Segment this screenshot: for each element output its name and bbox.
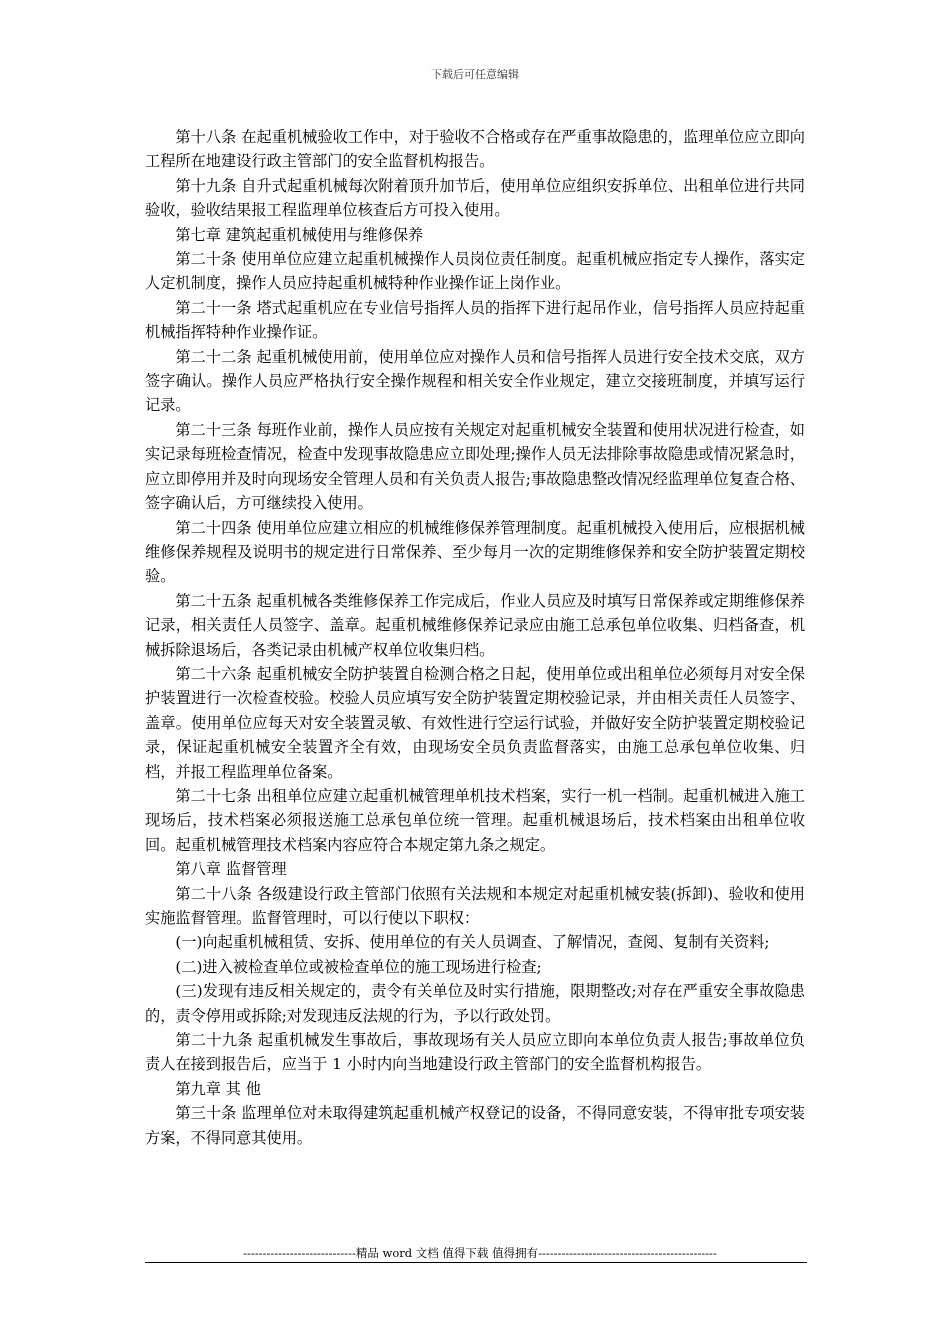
footer-divider [145, 1262, 807, 1263]
article-28-item-1: (一)向起重机械租赁、安拆、使用单位的有关人员调查、了解情况，查阅、复制有关资料; [175, 933, 770, 952]
article-28-item-3: (三)发现有违反相关规定的，责令有关单位及时实行措施，限期整改;对存在严重安全事故隐患的，责令停用或拆除;对发现违反法规的行为，予以行政处罚。 [145, 982, 805, 1025]
article-18: 第十八条 在起重机械验收工作中，对于验收不合格或存在严重事故隐患的，监理单位应立即向工程所在地建设行政主管部门的安全监督机构报告。 [145, 128, 805, 171]
document-body [145, 125, 805, 1150]
article-19: 第十九条 自升式起重机械每次附着顶升加节后，使用单位应组织安拆单位、出租单位进行共同验收，验收结果报工程监理单位核查后方可投入使用。 [145, 176, 805, 220]
chapter-8-heading: 第八章 监督管理 [175, 860, 287, 879]
chapter-7-heading: 第七章 建筑起重机械使用与维修保养 [175, 225, 424, 244]
article-28: 第二十八条 各级建设行政主管部门依照有关法规和本规定对起重机械安装(拆卸)、验收和使用实施监督管理。监督管理时，可以行使以下职权： [145, 884, 805, 927]
article-24: 第二十四条 使用单位应建立相应的机械维修保养管理制度。起重机械投入使用后，应根据机械维修保养规程及说明书的规定进行日常保养、至少每月一次的定期维修保养和安全防护装置定期校验。 [145, 518, 805, 586]
article-20: 第二十条 使用单位应建立起重机械操作人员岗位责任制度。起重机械应指定专人操作，落实定人定机制度，操作人员应持起重机械特种作业操作证上岗作业。 [145, 250, 805, 293]
article-27: 第二十七条 出租单位应建立起重机械管理单机技术档案，实行一机一档制。起重机械进入施工现场后，技术档案必须报送施工总承包单位统一管理。起重机械退场后，技术档案由出租单位收回。起重机械管理技术档案内容应符合本规定第九条之规定。 [145, 786, 805, 854]
article-30: 第三十条 监理单位对未取得建筑起重机械产权登记的设备，不得同意安装，不得审批专项安装方案，不得同意其使用。 [145, 1104, 805, 1147]
article-21: 第二十一条 塔式起重机应在专业信号指挥人员的指挥下进行起吊作业，信号指挥人员应持起重机械指挥特种作业操作证。 [145, 298, 805, 342]
article-28-item-2: (二)进入被检查单位或被检查单位的施工现场进行检查; [175, 957, 542, 976]
article-22: 第二十二条 起重机械使用前，使用单位应对操作人员和信号指挥人员进行安全技术交底，双方签字确认。操作人员应严格执行安全操作规程和相关安全作业规定，建立交接班制度，并填写运行记录。 [145, 347, 805, 415]
page-header: 下载后可任意编辑 [431, 68, 519, 81]
article-25: 第二十五条 起重机械各类维修保养工作完成后，作业人员应及时填写日常保养或定期维修保养记录，相关责任人员签字、盖章。起重机械维修保养记录应由施工总承包单位收集、归档备查，机械拆除退场后，各类记录由机械产权单位收集归档。 [145, 591, 805, 659]
page-footer: -----------------------------精品 word 文档 值得下载 值得拥有---------------------------------------------- [243, 1246, 717, 1260]
chapter-9-heading: 第九章 其 他 [175, 1079, 261, 1098]
article-23: 第二十三条 每班作业前，操作人员应按有关规定对起重机械安全装置和使用状况进行检查，如实记录每班检查情况，检查中发现事故隐患应立即处理;操作人员无法排除事故隐患或情况紧急时，应立即停用并及时向现场安全管理人员和有关负责人报告;事故隐患整改情况经监理单位复查合格、签字确认后，方可继续投入使用。 [145, 420, 805, 513]
article-26: 第二十六条 起重机械安全防护装置自检测合格之日起，使用单位或出租单位必须每月对安全保护装置进行一次检查校验。校验人员应填写安全防护装置定期校验记录，并由相关责任人员签字、盖章。使用单位应每天对安全装置灵敏、有效性进行空运行试验，并做好安全防护装置定期校验记录，保证起重机械安全装置齐全有效，由现场安全员负责监督落实，由施工总承包单位收集、归档，并报工程监理单位备案。 [145, 664, 805, 781]
article-29: 第二十九条 起重机械发生事故后，事故现场有关人员应立即向本单位负责人报告;事故单位负责人在接到报告后，应当于 1 小时内向当地建设行政主管部门的安全监督机构报告。 [145, 1031, 805, 1074]
